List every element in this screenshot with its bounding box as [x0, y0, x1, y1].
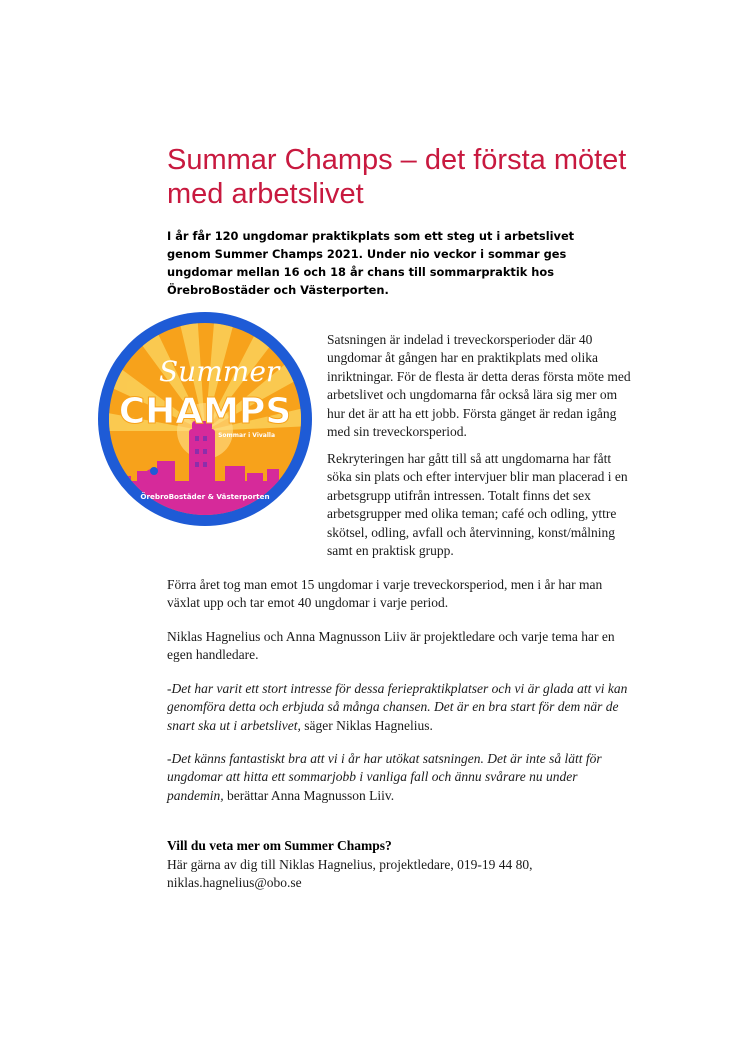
paragraph-2: Rekryteringen har gått till så att ungdomarna har fått söka sin plats och efter intervjuer blir man placerad i en arbetsgrupp utifrån intressen. Totalt finns det sex arbetsgrupper med olika teman; café och odling, yttre skötsel, odling, avfall och återvinning, konst/målning samt en praktisk grupp. [327, 451, 628, 559]
logo-script-text: Summer [159, 355, 280, 388]
contact-heading: Vill du veta mer om Summer Champs? [167, 838, 392, 853]
contact-email[interactable]: niklas.hagnelius@obo.se [167, 875, 302, 890]
paragraph-4: Niklas Hagnelius och Anna Magnusson Liiv är projektledare och varje tema har en egen handledare. [167, 629, 615, 663]
paragraph-1: Satsningen är indelad i treveckorsperioder där 40 ungdomar åt gången har en praktikplats med olika inriktningar. För de flesta är detta deras första möte med arbetslivet och ungdomarna får också lära sig mer om hur det är att ha ett jobb. Första gänget är redan igång med sin treveckorsperiod. [327, 332, 631, 440]
logo-main-text: CHAMPS [118, 391, 292, 432]
quote-2-attribution: berättar Anna Magnusson Liiv. [223, 787, 395, 803]
paragraph-3: Förra året tog man emot 15 ungdomar i varje treveckorsperiod, men i år har man växlat upp och tar emot 40 ungdomar i varje period. [167, 577, 603, 611]
logo-footer-text: ÖrebroBostäder & Västerporten [140, 492, 270, 501]
summer-champs-logo [97, 311, 313, 527]
quote-paragraph-2 [167, 750, 637, 805]
quote-1: -Det har varit ett stort intresse för dessa feriepraktikplatser och vi är glada att vi kan genomföra detta och erbjuda så många chansen. Det är en bra start för dem när de snart ska ut i arbetslivet, [167, 681, 628, 733]
contact-line-1: Här gärna av dig till Niklas Hagnelius, projektledare, 019-19 44 80, [167, 857, 533, 872]
quote-paragraph-1 [167, 680, 637, 735]
quote-1-attribution: säger Niklas Hagnelius. [300, 717, 433, 733]
logo-ball [150, 467, 158, 475]
article-title: Summar Champs – det första mötet med arbetslivet [167, 144, 627, 210]
quote-2: -Det känns fantastiskt bra att vi i år har utökat satsningen. Det är inte så lätt för ungdomar att hitta ett sommarjobb i vanliga fall och ännu svårare nu under pandemin, [167, 751, 602, 803]
logo-sub-text: Sommar i Vivalla [218, 432, 275, 439]
article-lead: I år får 120 ungdomar praktikplats som ett steg ut i arbetslivet genom Summer Champs 2021. Under nio veckor i sommar ges ungdomar mellan 16 och 18 år chans till sommarpraktik hos ÖrebroBostäder och Västerporten. [167, 229, 575, 297]
